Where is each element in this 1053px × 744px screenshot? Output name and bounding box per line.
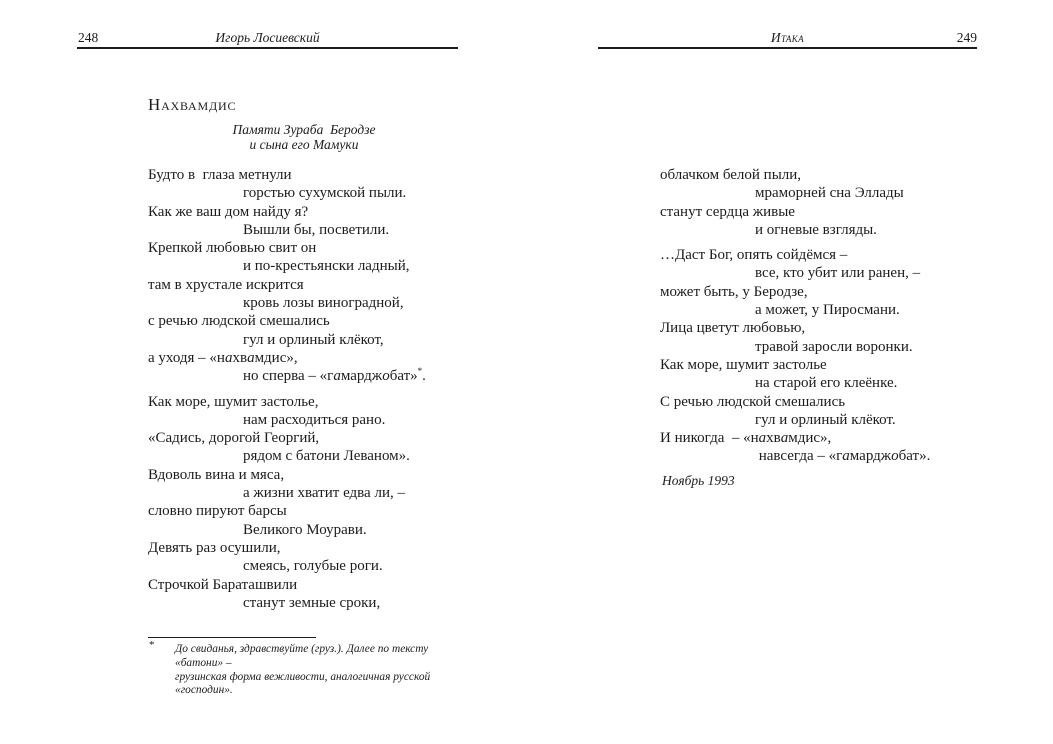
- dedication-line: Памяти Зураба Беродзе: [232, 122, 376, 137]
- stanza: [660, 246, 930, 466]
- poem-line: Как же ваш дом найду я?: [148, 203, 309, 220]
- poem-line: и огневые взгляды.: [755, 221, 877, 238]
- left-page-number: 248: [78, 30, 99, 45]
- footnote-rule: [148, 637, 316, 638]
- poem-line: а может, у Пиросмани.: [755, 302, 900, 319]
- poem-line: Девять раз осушили,: [148, 539, 281, 556]
- poem-line: облачком белой пыли,: [660, 167, 802, 183]
- stanza: [660, 166, 930, 239]
- poem-line: но сперва – «гамарджобат»*.: [243, 366, 426, 385]
- poem-line: Вышли бы, посветили.: [243, 221, 390, 238]
- poem-line: кровь лозы виноградной,: [243, 295, 404, 312]
- poem-line: горстью сухумской пыли.: [243, 185, 407, 202]
- poem-line: навсегда – «гамарджобат».: [755, 448, 931, 465]
- stanza: [148, 166, 426, 386]
- left-poem: [148, 166, 426, 612]
- left-header-rule: [77, 47, 458, 49]
- poem-line: смеясь, голубые роги.: [243, 558, 383, 575]
- left-running-head: Игорь Лосиевский: [215, 30, 320, 45]
- poem-line: С речью людской смешались: [660, 393, 846, 410]
- poem-line: с речью людской смешались: [148, 313, 330, 330]
- poem-line: Лица цветут любовью,: [660, 320, 806, 337]
- dedication: [148, 123, 460, 152]
- poem-line: Строчкой Бараташвили: [148, 576, 298, 593]
- poem-line: мраморней сна Эллады: [755, 185, 904, 202]
- dedication-line: и сына его Мамуки: [249, 136, 359, 152]
- footnote-line: грузинская форма вежливости, аналогичная русской «господин».: [175, 670, 434, 697]
- right-poem: [660, 166, 930, 466]
- poem-line: там в хрустале искрится: [148, 276, 304, 293]
- poem-line: Крепкой любовью свит он: [148, 240, 317, 257]
- poem-line: «Садись, дорогой Георгий,: [148, 430, 320, 447]
- footnote-marker: *: [149, 639, 155, 651]
- poem-line: словно пируют барсы: [148, 503, 287, 520]
- poem-line: на старой его клеёнке.: [755, 375, 898, 392]
- right-running-head: Итака: [770, 30, 805, 45]
- stanza: [148, 393, 426, 613]
- poem-line: Как море, шумит застолье: [660, 356, 827, 373]
- poem-line: Вдоволь вина и мяса,: [148, 466, 285, 483]
- poem-line: может быть, у Беродзе,: [660, 283, 808, 300]
- poem-line: …Даст Бог, опять сойдёмся –: [660, 247, 848, 264]
- poem-line: Будто в глаза метнули: [148, 167, 292, 183]
- right-header-rule: [598, 47, 977, 49]
- poem-line: все, кто убит или ранен, –: [755, 265, 921, 282]
- poem-line: гул и орлиный клёкот.: [755, 411, 896, 428]
- poem-line: нам расходиться рано.: [243, 411, 386, 428]
- poem-line: и по-крестьянски ладный,: [243, 258, 410, 275]
- poem-date: Ноябрь 1993: [662, 473, 735, 488]
- poem-line: И никогда – «нахвамдис»,: [660, 430, 832, 447]
- poem-line: Великого Моурави.: [243, 521, 367, 538]
- poem-line: а уходя – «нахвамдис»,: [148, 349, 298, 366]
- poem-title: Нахвамдис: [148, 95, 237, 114]
- poem-line: гул и орлиный клёкот,: [243, 331, 384, 348]
- footnote-text: [175, 643, 475, 698]
- poem-line: станут земные сроки,: [243, 594, 381, 611]
- poem-line: травой заросли воронки.: [755, 338, 913, 355]
- poem-line: Как море, шумит застолье,: [148, 393, 319, 410]
- poem-line: станут сердца живые: [660, 203, 795, 220]
- footnote-line: До свиданья, здравствуйте (груз.). Далее по тексту «батони» –: [175, 643, 432, 669]
- right-page-number: 249: [956, 30, 977, 45]
- poem-line: рядом с батони Леваном».: [243, 448, 410, 465]
- poem-line: а жизни хватит едва ли, –: [243, 485, 405, 502]
